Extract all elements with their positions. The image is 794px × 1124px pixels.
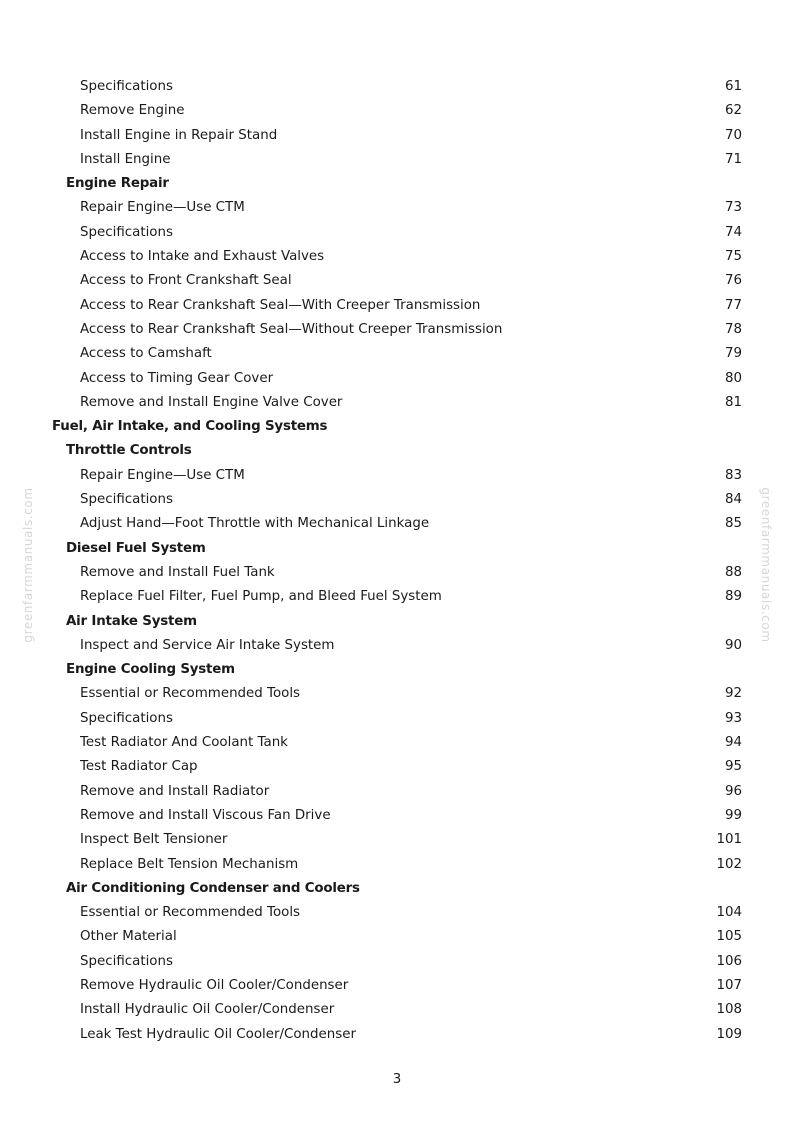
toc-entry-title: Remove and Install Engine Valve Cover — [80, 394, 343, 410]
toc-entry[interactable] — [0, 342, 794, 366]
toc-section-heading — [0, 415, 794, 439]
toc-entry-page-number: 75 — [724, 249, 742, 265]
toc-entry-page-number: 104 — [716, 905, 742, 921]
toc-entry[interactable] — [0, 1023, 794, 1047]
toc-entry[interactable] — [0, 950, 794, 974]
toc-entry-page-number: 105 — [716, 929, 742, 945]
toc-entry-page-number: 107 — [716, 977, 742, 993]
toc-entry-page-number: 106 — [716, 953, 742, 969]
toc-entry[interactable] — [0, 269, 794, 293]
toc-entry-title: Access to Rear Crankshaft Seal—Without Creeper Transmission — [80, 321, 503, 337]
toc-entry[interactable] — [0, 464, 794, 488]
toc-entry-title: Specifications — [80, 224, 173, 240]
toc-entry-title: Install Engine — [80, 151, 171, 167]
toc-entry-title: Diesel Fuel System — [66, 540, 206, 556]
toc-entry[interactable] — [0, 780, 794, 804]
toc-entry-title: Replace Fuel Filter, Fuel Pump, and Bleed Fuel System — [80, 589, 442, 605]
toc-entry[interactable] — [0, 828, 794, 852]
toc-section-heading — [0, 537, 794, 561]
toc-section-heading — [0, 658, 794, 682]
toc-entry-title: Test Radiator And Coolant Tank — [80, 735, 288, 751]
toc-entry[interactable] — [0, 512, 794, 536]
toc-entry[interactable] — [0, 561, 794, 585]
toc-entry-page-number: 89 — [724, 589, 742, 605]
toc-entry-title: Remove Hydraulic Oil Cooler/Condenser — [80, 977, 349, 993]
toc-entry-page-number: 79 — [724, 346, 742, 362]
toc-entry[interactable] — [0, 585, 794, 609]
toc-entry-page-number: 77 — [724, 297, 742, 313]
toc-entry-title: Adjust Hand—Foot Throttle with Mechanical Linkage — [80, 516, 430, 532]
toc-entry-page-number: 73 — [724, 200, 742, 216]
toc-entry[interactable] — [0, 634, 794, 658]
toc-entry-title: Access to Rear Crankshaft Seal—With Creeper Transmission — [80, 297, 481, 313]
toc-entry-title: Repair Engine—Use CTM — [80, 200, 245, 216]
toc-entry-title: Leak Test Hydraulic Oil Cooler/Condenser — [80, 1026, 356, 1042]
toc-entry-title: Specifications — [80, 79, 173, 94]
toc-entry-title: Replace Belt Tension Mechanism — [80, 856, 299, 872]
toc-entry[interactable] — [0, 804, 794, 828]
toc-entry[interactable] — [0, 391, 794, 415]
toc-entry[interactable] — [0, 731, 794, 755]
toc-entry[interactable] — [0, 124, 794, 148]
toc-entry-title: Essential or Recommended Tools — [80, 686, 301, 702]
toc-entry[interactable] — [0, 75, 794, 99]
toc-entry[interactable] — [0, 367, 794, 391]
toc-entry[interactable] — [0, 245, 794, 269]
toc-entry-title: Essential or Recommended Tools — [80, 905, 301, 921]
toc-entry-page-number: 85 — [724, 516, 742, 532]
toc-entry-page-number: 88 — [724, 564, 742, 580]
toc-entry[interactable] — [0, 707, 794, 731]
table-of-contents — [0, 75, 794, 1047]
toc-entry-page-number: 99 — [724, 807, 742, 823]
toc-entry-page-number: 62 — [724, 103, 742, 119]
toc-entry-title: Access to Front Crankshaft Seal — [80, 273, 292, 289]
toc-entry-page-number: 74 — [724, 224, 742, 240]
page-number: 3 — [392, 1072, 402, 1087]
toc-entry-page-number: 71 — [724, 151, 742, 167]
toc-entry-page-number: 61 — [724, 79, 742, 94]
toc-entry-title: Other Material — [80, 929, 177, 945]
toc-entry-title: Inspect Belt Tensioner — [80, 832, 228, 848]
toc-entry-title: Remove and Install Viscous Fan Drive — [80, 807, 331, 823]
toc-entry-page-number: 78 — [724, 321, 742, 337]
toc-entry-page-number: 83 — [724, 467, 742, 483]
toc-entry[interactable] — [0, 294, 794, 318]
toc-entry[interactable] — [0, 318, 794, 342]
toc-entry-title: Air Conditioning Condenser and Coolers — [66, 880, 360, 896]
toc-entry-page-number: 81 — [724, 394, 742, 410]
toc-entry-title: Access to Timing Gear Cover — [80, 370, 274, 386]
toc-entry[interactable] — [0, 99, 794, 123]
toc-entry-page-number: 80 — [724, 370, 742, 386]
toc-entry-page-number: 93 — [724, 710, 742, 726]
toc-entry-title: Install Hydraulic Oil Cooler/Condenser — [80, 1002, 335, 1018]
watermark-right: greenfarmmanuals.com — [759, 487, 773, 643]
toc-entry-page-number: 95 — [724, 759, 742, 775]
toc-entry-title: Repair Engine—Use CTM — [80, 467, 245, 483]
toc-entry-page-number: 92 — [724, 686, 742, 702]
toc-entry-title: Install Engine in Repair Stand — [80, 127, 278, 143]
toc-entry-title: Remove and Install Fuel Tank — [80, 564, 275, 580]
toc-entry-page-number: 90 — [724, 637, 742, 653]
toc-entry-title: Specifications — [80, 953, 173, 969]
toc-entry[interactable] — [0, 974, 794, 998]
toc-section-heading — [0, 877, 794, 901]
toc-entry-title: Air Intake System — [66, 613, 197, 629]
toc-entry[interactable] — [0, 196, 794, 220]
toc-entry[interactable] — [0, 148, 794, 172]
toc-entry-title: Remove Engine — [80, 103, 185, 119]
toc-entry-page-number: 84 — [724, 492, 742, 508]
toc-entry[interactable] — [0, 488, 794, 512]
toc-entry-page-number: 76 — [724, 273, 742, 289]
toc-entry-title: Access to Intake and Exhaust Valves — [80, 249, 325, 265]
toc-entry[interactable] — [0, 682, 794, 706]
toc-entry[interactable] — [0, 853, 794, 877]
toc-entry[interactable] — [0, 901, 794, 925]
toc-entry-page-number: 109 — [716, 1026, 742, 1042]
watermark-left: greenfarmmanuals.com — [21, 487, 35, 643]
toc-entry-title: Specifications — [80, 710, 173, 726]
toc-section-heading — [0, 439, 794, 463]
toc-entry-page-number: 101 — [716, 832, 742, 848]
toc-entry-page-number: 102 — [716, 856, 742, 872]
toc-entry-page-number: 108 — [716, 1002, 742, 1018]
toc-entry-page-number: 70 — [724, 127, 742, 143]
toc-entry-title: Engine Repair — [66, 176, 169, 192]
toc-section-heading — [0, 172, 794, 196]
toc-section-heading — [0, 610, 794, 634]
toc-entry[interactable] — [0, 221, 794, 245]
toc-entry-title: Engine Cooling System — [66, 662, 235, 678]
toc-entry-page-number: 94 — [724, 735, 742, 751]
toc-entry[interactable] — [0, 755, 794, 779]
toc-entry-title: Fuel, Air Intake, and Cooling Systems — [52, 419, 328, 435]
toc-entry-title: Throttle Controls — [66, 443, 192, 459]
toc-entry-page-number: 96 — [724, 783, 742, 799]
toc-entry-title: Remove and Install Radiator — [80, 783, 270, 799]
toc-entry-title: Specifications — [80, 492, 173, 508]
toc-entry-title: Inspect and Service Air Intake System — [80, 637, 335, 653]
toc-entry-title: Test Radiator Cap — [80, 759, 198, 775]
toc-entry[interactable] — [0, 925, 794, 949]
toc-entry-title: Access to Camshaft — [80, 346, 212, 362]
toc-entry[interactable] — [0, 998, 794, 1022]
